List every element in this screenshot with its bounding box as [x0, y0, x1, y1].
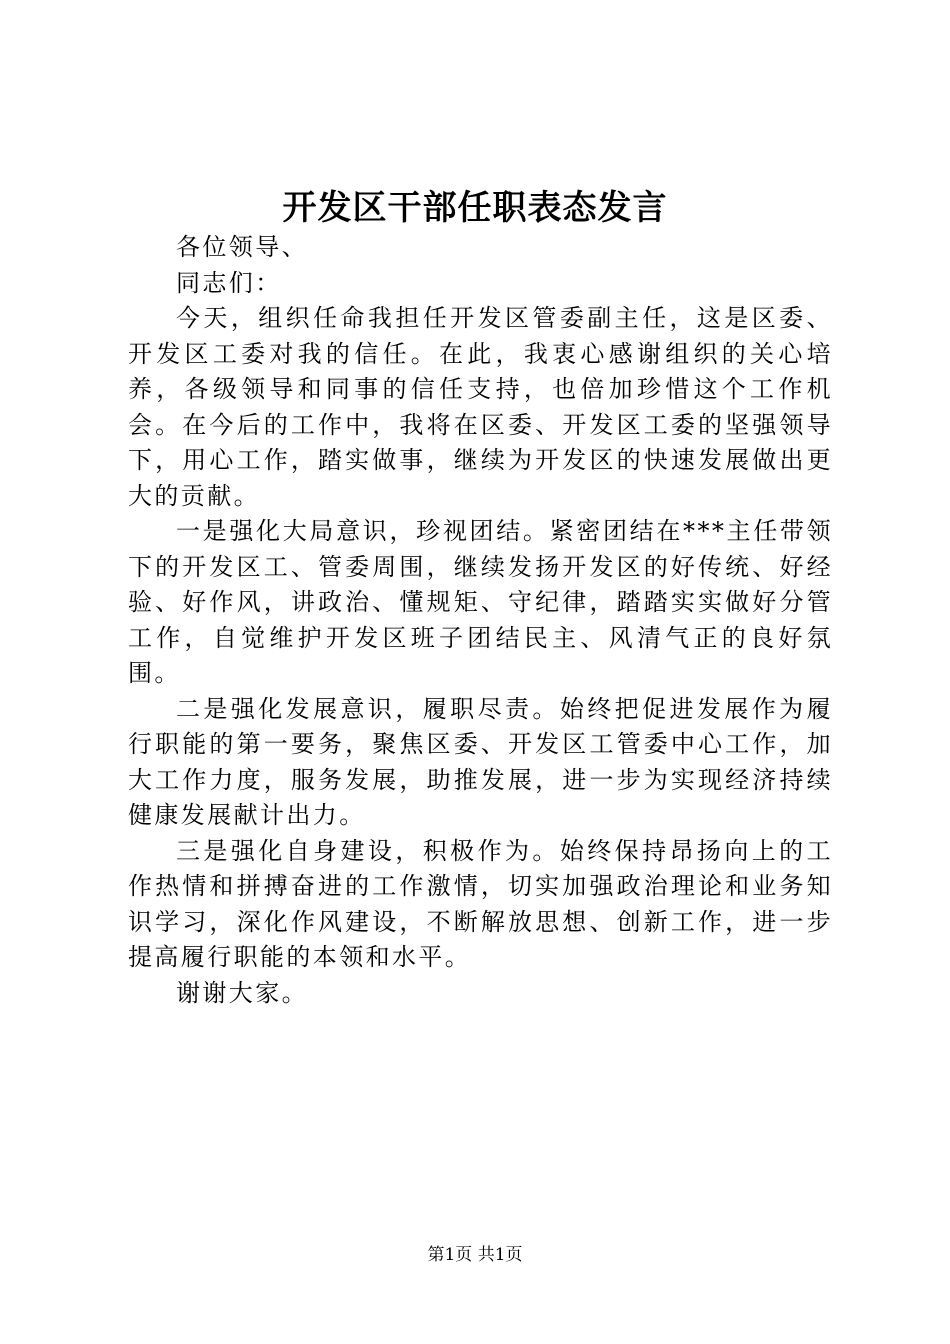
page-footer: 第1页 共1页: [427, 1245, 523, 1265]
paragraph-point-2: 二是强化发展意识，履职尽责。始终把促进发展作为履行职能的第一要务，聚焦区委、开发区工管委中心工作，加大工作力度，服务发展，助推发展，进一步为实现经济持续健康发展献计出力。: [128, 694, 833, 829]
closing-line: 谢谢大家。: [176, 978, 308, 1007]
document-body: [128, 230, 833, 1011]
salutation-line-2: 同志们：: [176, 268, 282, 297]
paragraph-point-1: 一是强化大局意识，珍视团结。紧密团结在***主任带领下的开发区工、管委周围，继续发扬开发区的好传统、好经验、好作风，讲政治、懂规矩、守纪律，踏踏实实做好分管工作，自觉维护开发区班子团结民主、风清气正的良好氛围。: [128, 517, 833, 687]
paragraph-point-3: 三是强化自身建设，积极作为。始终保持昂扬向上的工作热情和拼搏奋进的工作激情，切实加强政治理论和业务知识学习，深化作风建设，不断解放思想、创新工作，进一步提高履行职能的本领和水平。: [128, 836, 833, 971]
salutation-line-1: 各位领导、: [176, 233, 308, 261]
document-title: 开发区干部任职表态发言: [282, 188, 668, 228]
paragraph-intro: 今天，组织任命我担任开发区管委副主任，这是区委、开发区工委对我的信任。在此，我衷心感谢组织的关心培养，各级领导和同事的信任支持，也倍加珍惜这个工作机会。在今后的工作中，我将在区委、开发区工委的坚强领导下，用心工作，踏实做事，继续为开发区的快速发展做出更大的贡献。: [128, 304, 833, 510]
